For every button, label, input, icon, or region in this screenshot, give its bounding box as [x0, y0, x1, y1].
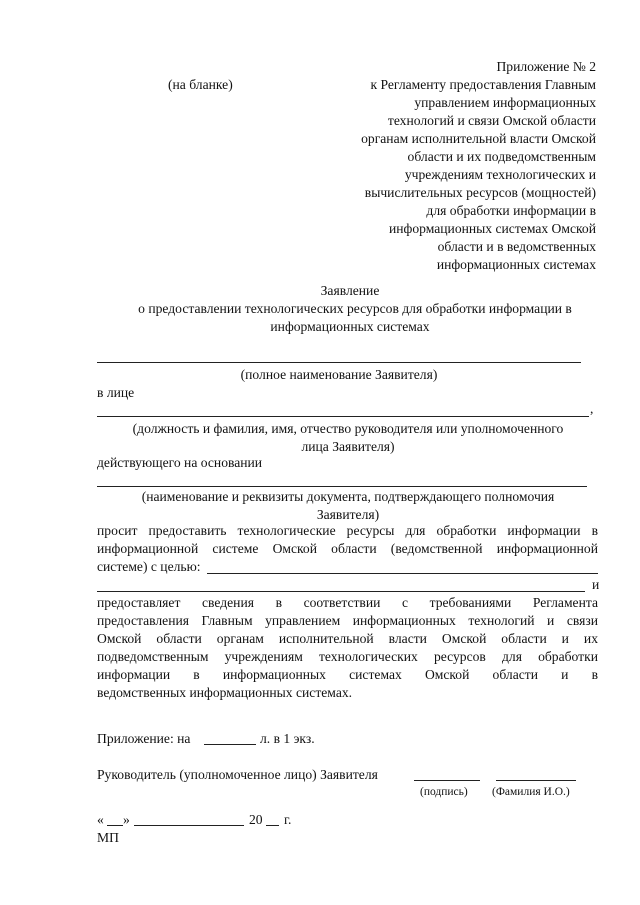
provides-text-line: Омской области органам исполнительной власти Омской области и их	[97, 631, 598, 646]
request-text-line: просит предоставить технологические ресурсы для обработки информации в	[97, 523, 598, 538]
name-line[interactable]	[496, 780, 576, 781]
document-title: Заявление	[320, 283, 380, 298]
letterhead-note: (на бланке)	[168, 77, 233, 92]
regulation-line: области и их подведомственным	[407, 149, 596, 164]
provides-text-last: ведомственных информационных системах.	[97, 685, 353, 700]
provides-text-line: предоставляет сведения в соответствии с требованиями Регламента	[97, 595, 598, 610]
regulation-line: управлением информационных	[414, 95, 596, 110]
purpose-line-2[interactable]	[97, 591, 585, 592]
basis-document-line[interactable]	[97, 486, 587, 487]
regulation-line: области и в ведомственных	[437, 239, 596, 254]
regulation-line: технологий и связи Омской области	[387, 113, 596, 128]
provides-text-line: информации в информационных системах Омской области и в	[97, 667, 598, 682]
signature-line[interactable]	[414, 780, 480, 781]
name-caption: (Фамилия И.О.)	[492, 786, 570, 798]
basis-document-caption: Заявителя)	[316, 507, 380, 522]
applicant-name-caption: (полное наименование Заявителя)	[240, 367, 438, 382]
month-line[interactable]	[134, 825, 244, 826]
representative-line[interactable]	[97, 416, 589, 417]
provides-text-line: подведомственным учреждениям технологических ресурсов для обработки	[97, 649, 598, 664]
document-subtitle: информационных системах	[270, 319, 430, 334]
comma: ,	[590, 401, 594, 416]
attachment-label: Приложение: на	[97, 731, 191, 746]
document-subtitle: о предоставлении технологических ресурсов для обработки информации в	[138, 301, 572, 316]
regulation-line: информационных системах Омской	[388, 221, 596, 236]
purpose-label: системе) с целью:	[97, 559, 201, 574]
basis-document-caption: (наименование и реквизиты документа, подтверждающего полномочия	[141, 489, 555, 504]
regulation-line: к Регламенту предоставления Главным	[370, 77, 596, 92]
applicant-name-line[interactable]	[97, 362, 581, 363]
day-line[interactable]	[107, 825, 123, 826]
year-line[interactable]	[266, 825, 279, 826]
date-open-quote: «	[97, 812, 104, 827]
purpose-line[interactable]	[207, 573, 598, 574]
year-suffix: г.	[284, 812, 292, 827]
appendix-number: Приложение № 2	[496, 59, 596, 74]
representative-caption: лица Заявителя)	[301, 439, 395, 454]
head-label: Руководитель (уполномоченное лицо) Заявителя	[97, 767, 378, 782]
attachment-suffix: л. в 1 экз.	[260, 731, 315, 746]
and-word: и	[592, 577, 600, 592]
regulation-line: для обработки информации в	[426, 203, 596, 218]
date-close-quote: »	[123, 812, 130, 827]
regulation-line: информационных системах	[436, 257, 596, 272]
representative-caption: (должность и фамилия, имя, отчество руководителя или уполномоченного	[132, 421, 564, 436]
stamp-place: МП	[97, 830, 119, 845]
provides-text-line: предоставления Главным управлением информационных технологий и связи	[97, 613, 598, 628]
request-text-line: информационной системе Омской области (ведомственной информационной	[97, 541, 598, 556]
acting-basis-label: действующего на основании	[97, 455, 263, 470]
in-person-label: в лице	[97, 385, 135, 400]
regulation-line: вычислительных ресурсов (мощностей)	[364, 185, 596, 200]
regulation-line: органам исполнительной власти Омской	[361, 131, 596, 146]
year-prefix: 20	[249, 812, 263, 827]
regulation-line: учреждениям технологических и	[404, 167, 596, 182]
attachment-pages-line[interactable]	[204, 744, 256, 745]
signature-caption: (подпись)	[420, 786, 468, 798]
